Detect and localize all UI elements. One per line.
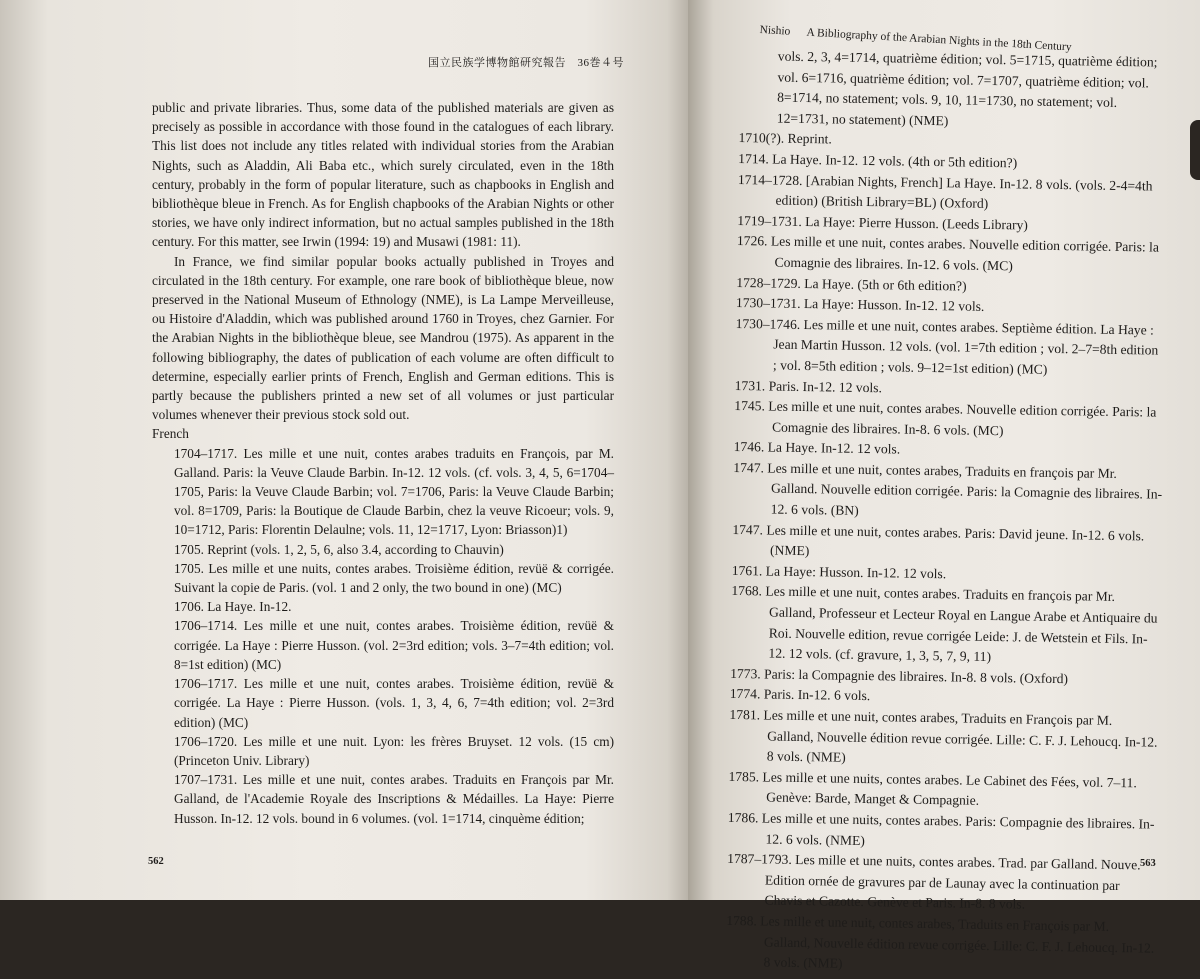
bibliography-entry: 1787–1793. Les mille et une nuits, contes arabes. Trad. par Galland. Nouve. Edition ornée de gravures par de Launay avec la continuation par Chavis et Cazotte. Genève et Paris. In-8. 8 vols. <box>727 851 1141 912</box>
bibliography-entry: 1773. Paris: la Compagnie des libraires. In-8. 8 vols. (Oxford) <box>730 665 1069 687</box>
right-page-body <box>725 46 1170 979</box>
bibliography-entry: 1768. Les mille et une nuit, contes arabes. Traduits en françois par Mr. Galland, Professeur et Lecteur Royal en Langue Arabe et Antiquaire du Roi. Nouvelle edition, revue corrigée Leide: J. de Wetstein et Fils. In-12. 12 vols. (cf. gravure, 1, 3, 5, 7, 9, 11) <box>731 583 1158 665</box>
bibliography-entry: 1706–1714. Les mille et une nuit, contes arabes. Troisième édition, revüë & corrigée. La Haye : Pierre Husson. (vol. 2=3rd edition; vols. 3–7=4th edition; vol. 8=1st edition) (MC) <box>174 618 614 672</box>
section-title: French <box>152 426 189 442</box>
bibliography-entry: 1746. La Haye. In-12. 12 vols. <box>733 439 901 457</box>
bibliography-entry: 1730–1746. Les mille et une nuit, contes arabes. Septième édition. La Haye : Jean Martin Husson. 12 vols. (vol. 1=7th edition ; vol. 2–7=8th edition ; vol. 8=5th edition ; vols. 9–12=1st edition) (MC) <box>735 315 1159 377</box>
bibliography-entry: 1706–1720. Les mille et une nuit. Lyon: les frères Bruyset. 12 vols. (15 cm) (Princeton Univ. Library) <box>174 733 614 768</box>
bibliography-entry: 1747. Les mille et une nuit, contes arabes, Traduits en françois par Mr. Galland. Nouvelle edition corrigée. Paris: la Comagnie des libraires. In-12. 6 vols. (BN) <box>733 459 1163 518</box>
bibliography-entry: 1714. La Haye. In-12. 12 vols. (4th or 5th edition?) <box>738 150 1018 171</box>
page-number-left: 562 <box>148 856 164 867</box>
bibliography-entry: 1719–1731. La Haye: Pierre Husson. (Leeds Library) <box>737 212 1029 233</box>
bibliography-entry: 1726. Les mille et une nuit, contes arabes. Nouvelle edition corrigée. Paris: la Comagnie des libraires. In-12. 6 vols. (MC) <box>736 233 1160 274</box>
bibliography-entry: 1706. La Haye. In-12. <box>174 599 292 615</box>
bibliography-entry: 1707–1731. Les mille et une nuit, contes arabes. Traduits en François par Mr. Galland, de l'Academie Royale des Inscriptions & Médailles. La Haye: Pierre Husson. In-12. 12 vols. bound in 6 volumes. (vol. 1=1714, cinquème édition; <box>174 772 614 826</box>
bibliography-entry: 1710(?). Reprint. <box>738 130 832 147</box>
bibliography-entry: 1704–1717. Les mille et une nuit, contes arabes traduits en François, par M. Galland. Paris: la Veuve Claude Barbin. In-12. 12 vols. (cf. vols. 3, 4, 5, 6=1704–1705, Paris: la Veuve Claude Barbin; vol. 7=1706, Paris: la Veuve Claude Barbin; vol. 8=1709, Paris: la Boutique de Claude Barbin, chez la veuve Ricoeur; vols. 9, 10=1712, Paris: Florentin Delaulne; vols. 11, 12=1717, Lyon: Briasson)1) <box>174 445 614 538</box>
bibliography-entry: 1706–1717. Les mille et une nuit, contes arabes. Troisième édition, revüë & corrigée. La Haye : Pierre Husson. (vols. 1, 3, 4, 6, 7=4th edition; vol. 2=3rd edition) (MC) <box>174 676 614 730</box>
bibliography-entry: 1788. Les mille et une nuit, contes arabes, Traduits en François par M. Galland, Nouvelle édition revue corrigée. Lille: C. F. J. Lehoucq. In-12. 8 vols. (NME) <box>726 912 1155 971</box>
bibliography-entry: 1774. Paris. In-12. 6 vols. <box>729 686 871 704</box>
bibliography-entry: 1785. Les mille et une nuits, contes arabes. Le Cabinet des Fées, vol. 7–11. Genève: Barde, Manget & Compagnie. <box>728 768 1137 809</box>
bibliography-entry-continued: vols. 2, 3, 4=1714, quatrième édition; vol. 5=1715, quatrième édition; vol. 6=1716, quatrième édition; vol. 7=1707, quatrième édition; vol. 8=1714, no statement; vols. 9, 10, 11=1730, no statement; vol. 12=1731, no statement) (NME) <box>776 48 1158 129</box>
running-head-title: A Bibliography of the Arabian Nights in the 18th Century <box>806 26 1072 54</box>
bibliography-entry: 1714–1728. [Arabian Nights, French] La Haye. In-12. 8 vols. (vols. 2-4=4th edition) (British Library=BL) (Oxford) <box>737 171 1153 212</box>
bibliography-entry: 1786. Les mille et une nuits, contes arabes. Paris: Compagnie des libraires. In-12. 6 vols. (NME) <box>727 809 1155 848</box>
paragraph-1: public and private libraries. Thus, some data of the published materials are given as precisely as possible in accordance with those found in the catalogues of each library. This list does not include any titles related with individual stories from the Arabian Nights, such as Aladdin, Ali Baba etc., which surely circulated, even in the 18th century, probably in the form of popular literature, such as chapbooks in English and bibliothèque bleue in French. As for English chapbooks of the Arabian Nights or other stories, we have only indirect information, but no actual samples published in the 18th century. For this matter, see Irwin (1994: 19) and Musawi (1981: 11). <box>152 100 614 250</box>
bibliography-entry: 1747. Les mille et une nuit, contes arabes. Paris: David jeune. In-12. 6 vols. (NME) <box>732 521 1145 559</box>
left-page-body <box>152 98 614 828</box>
running-head-left: 国立民族学博物館研究報告 36巻４号 <box>428 57 624 69</box>
right-page <box>688 0 1200 971</box>
bibliography-entry: 1705. Les mille et une nuits, contes arabes. Troisième édition, revüë & corrigée. Suivant la copie de Paris. (vol. 1 and 2 only, the two bound in one) (MC) <box>174 560 614 596</box>
background-edge <box>1190 120 1200 180</box>
bibliography-entry: 1745. Les mille et une nuit, contes arabes. Nouvelle edition corrigée. Paris: la Comagnie des libraires. In-8. 6 vols. (MC) <box>734 398 1157 438</box>
paragraph-2: In France, we find similar popular books actually published in Troyes and circulated in the 18th century. For example, one rare book of bibliothèque bleue, now preserved in the National Museum of Ethnology (NME), is La Lampe Merveilleuse, ou Histoire d'Aladdin, which was published around 1760 in Troyes, chez Garnier. For the Arabian Nights in the bibliothèque bleue, see Mandrou (1975). As apparent in the following bibliography, the dates of publication of each volume are often difficult to determine, especially earlier prints of French, English and German editions. This is partly because the publishers printed a new set of all volumes or just particular volumes whenever their previous stock sold out. <box>152 253 614 423</box>
bibliography-entry: 1730–1731. La Haye: Husson. In-12. 12 vols. <box>735 295 985 314</box>
bibliography-entry: 1761. La Haye: Husson. In-12. 12 vols. <box>731 562 947 582</box>
page-number-right: 563 <box>1140 858 1156 869</box>
bibliography-entry: 1705. Reprint (vols. 1, 2, 5, 6, also 3.4, according to Chauvin) <box>174 541 504 557</box>
bibliography-entry: 1781. Les mille et une nuit, contes arabes, Traduits en François par M. Galland, Nouvelle édition revue corrigée. Lille: C. F. J. Lehoucq. In-12. 8 vols. (NME) <box>729 706 1158 765</box>
bibliography-entry: 1731. Paris. In-12. 12 vols. <box>734 377 883 395</box>
bibliography-entry: 1728–1729. La Haye. (5th or 6th edition?) <box>736 274 967 294</box>
running-head-author: Nishio <box>759 24 791 38</box>
